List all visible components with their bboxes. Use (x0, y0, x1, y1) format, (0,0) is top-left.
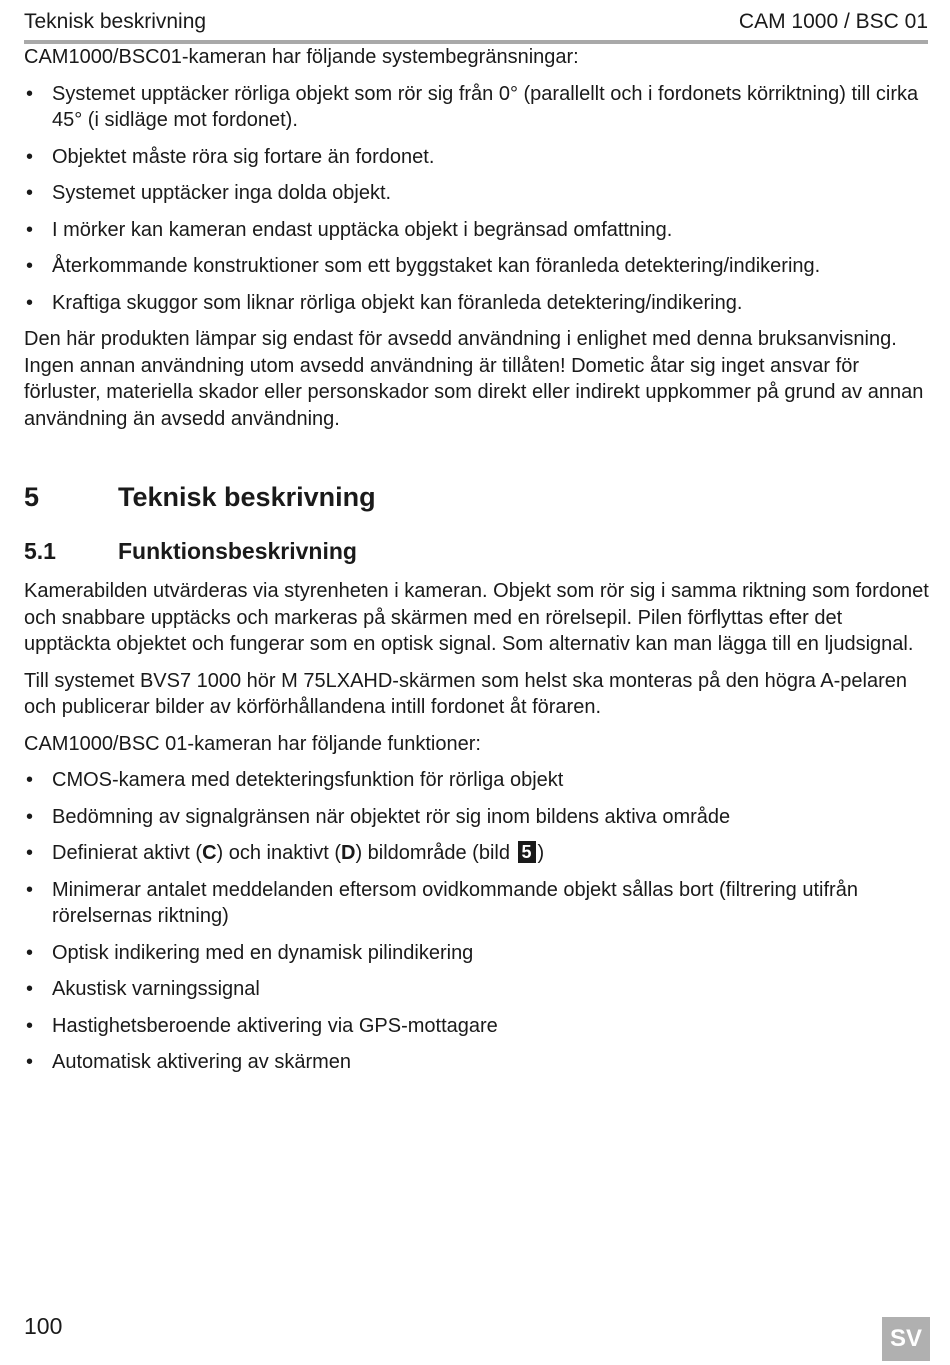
list-item-defined-area (24, 840, 930, 867)
list-item: • Hastighetsberoende aktivering via GPS-mottagare (24, 1013, 930, 1040)
text-fragment: ) bildområde (bild (355, 842, 516, 864)
list-item: • I mörker kan kameran endast upptäcka objekt i begränsad omfattning. (24, 217, 930, 244)
list-item: • Systemet upptäcker inga dolda objekt. (24, 180, 930, 207)
list-item: • Kraftiga skuggor som liknar rörliga objekt kan föranleda detektering/indikering. (24, 290, 930, 317)
label-c: C (202, 842, 217, 864)
section-title: Teknisk beskrivning (118, 482, 376, 512)
list-item: • CMOS-kamera med detekteringsfunktion för rörliga objekt (24, 767, 930, 794)
list-item: • Automatisk aktivering av skärmen (24, 1049, 930, 1076)
subsection-heading (24, 536, 930, 566)
list-item: • Minimerar antalet meddelanden eftersom ovidkommande objekt sållas bort (filtrering utifrån rörelsernas riktning) (24, 877, 930, 930)
subsection-number: 5.1 (24, 538, 56, 564)
list-item: • Objektet måste röra sig fortare än fordonet. (24, 144, 930, 171)
limitations-lead: CAM1000/BSC01-kameran har följande systembegränsningar: (24, 46, 579, 68)
list-item: • Optisk indikering med en dynamisk pilindikering (24, 940, 930, 967)
section-heading (24, 480, 930, 514)
text-fragment: ) (537, 842, 545, 864)
usage-disclaimer: Den här produkten lämpar sig endast för avsedd användning i enlighet med denna bruksanvisning. Ingen annan användning utom avsedd användning är tillåten! Dometic åtar sig inget ansvar för förluster, materiella skador eller personskador som direkt eller indirekt uppkommer på grund av annan användning än avsedd användning. (24, 328, 924, 430)
list-item: • Återkommande konstruktioner som ett byggstaket kan föranleda detektering/indikering. (24, 253, 930, 280)
function-paragraph: Kamerabilden utvärderas via styrenheten i kameran. Objekt som rör sig i samma riktning som fordonet och snabbare upptäcks och markeras på skärmen med en rörelsepil. Pilen förflyttas efter det upptäckta objektet och fungerar som en optisk signal. Som alternativ kan man lägga till en ljudsignal. (24, 580, 929, 655)
label-d: D (341, 842, 356, 864)
system-paragraph: Till systemet BVS7 1000 hör M 75LXAHD-skärmen som helst ska monteras på den högra A-pelaren och publicerar bilder av körförhållandena intill fordonet åt föraren. (24, 669, 908, 718)
figure-reference-badge: 5 (518, 841, 536, 863)
text-fragment: Definierat aktivt ( (52, 842, 203, 864)
list-item: • Bedömning av signalgränsen när objektet rör sig inom bildens aktiva område (24, 804, 930, 831)
text-fragment: ) och inaktivt ( (216, 842, 341, 864)
functions-list (24, 767, 930, 1076)
section-number: 5 (24, 482, 40, 512)
functions-lead: CAM1000/BSC 01-kameran har följande funktioner: (24, 732, 481, 755)
list-item: • Akustisk varningssignal (24, 976, 930, 1003)
running-header (24, 8, 928, 44)
page-number: 100 (24, 1313, 63, 1339)
header-model: CAM 1000 / BSC 01 (738, 10, 928, 33)
page-content (24, 44, 930, 1086)
limitations-list (24, 81, 930, 317)
header-section-title: Teknisk beskrivning (24, 10, 207, 33)
list-item: • Systemet upptäcker rörliga objekt som rör sig från 0° (parallellt och i fordonets körriktning) till cirka 45° (i sidläge mot fordonet). (24, 81, 930, 134)
subsection-title: Funktionsbeskrivning (118, 538, 357, 564)
language-badge: SV (882, 1317, 930, 1361)
